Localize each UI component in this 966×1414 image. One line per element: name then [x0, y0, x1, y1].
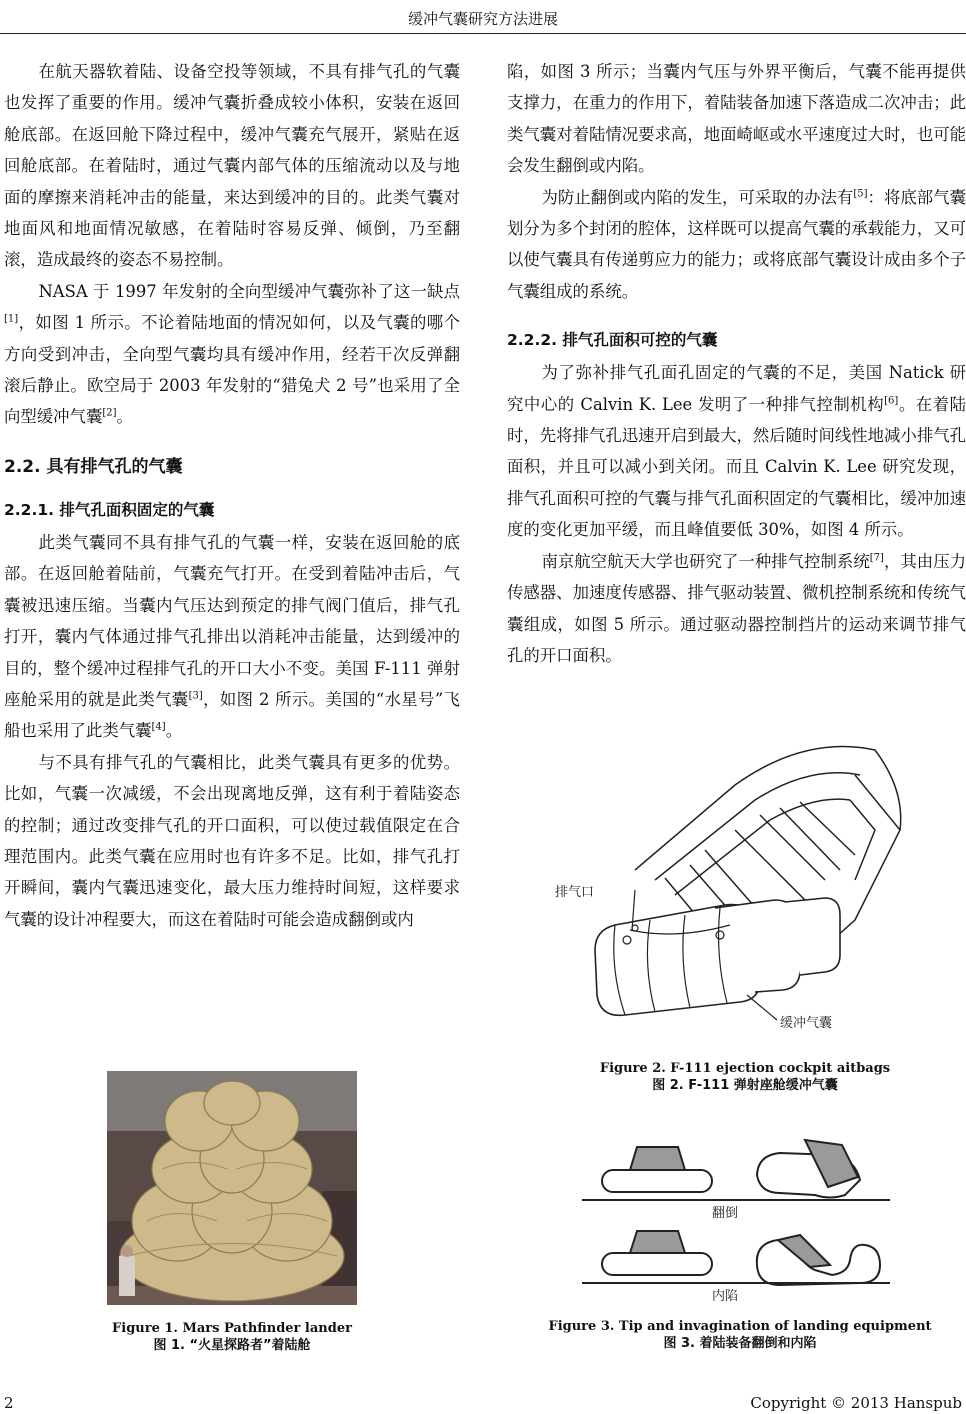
- figure3-caption: [540, 1318, 940, 1352]
- f111-airbag-drawing: [555, 730, 935, 1045]
- airbag-label: 缓冲气囊: [780, 1016, 833, 1031]
- paragraph: NASA 于 1997 年发射的全向型缓冲气囊弥补了这一缺点[1]，如图 1 所示。不论着陆地面的情况如何，以及气囊的哪个方向受到冲击，全向型气囊均具有缓冲作用，经若干次反弹翻滚后静止。欧空局于 2003 年发射的“猎兔犬 2 号”也采用了全向型缓冲气囊[2]。: [4, 281, 460, 427]
- tip-label: 翻倒: [711, 1206, 739, 1221]
- figure3-caption-zh: 图 3. 着陆装备翻倒和内陷: [663, 1336, 817, 1351]
- paragraph: 与不具有排气孔的气囊相比，此类气囊具有更多的优势。比如，气囊一次减缓，不会出现离地反弹，这有利于着陆姿态的控制；通过改变排气孔的开口面积，可以使过载值限定在合理范围内。此类气囊在应用时也有许多不足。比如，排气孔打开瞬间，囊内气囊迅速变化，最大压力维持时间短，这样要求气囊的设计冲程要大，而这在着陆时可能会造成翻倒或内: [4, 752, 460, 929]
- paragraph: 在航天器软着陆、设备空投等领域，不具有排气孔的气囊也发挥了重要的作用。缓冲气囊折叠成较小体积，安装在返回舱底部。在返回舱下降过程中，缓冲气囊充气展开，紧贴在返回舱底部。在着陆时，通过气囊内部气体的压缩流动以及与地面的摩擦来消耗冲击的能量，来达到缓冲的目的。此类气囊对地面风和地面情况敏感，在着陆时容易反弹、倾倒，乃至翻滚，造成最终的姿态不易控制。: [4, 62, 460, 270]
- paragraph: 为了弥补排气孔面孔固定的气囊的不足，美国 Natick 研究中心的 Calvin K. Lee 发明了一种排气控制机构[6]。在着陆时，先将排气孔迅速开启到最大，然后随时间线性地减小排气孔面积，并且可以减小到关闭。而且 Calvin K. Lee 研究发现，排气孔面积可控的气囊与排气孔面积固定的气囊相比，缓冲加速度的变化更加平缓，而且峰值要低 30%，如图 4 所示。: [507, 363, 966, 540]
- section-heading: 2.2. 具有排气孔的气囊: [4, 456, 183, 477]
- running-header: 缓冲气囊研究方法进展: [407, 10, 558, 28]
- figure1-caption-zh: 图 1. “火星探路者”着陆舱: [153, 1338, 311, 1353]
- citation: [5]: [853, 188, 868, 200]
- subsection-heading: 2.2.1. 排气孔面积固定的气囊: [4, 500, 215, 519]
- figure1-caption: [107, 1320, 357, 1354]
- vent-label: 排气口: [555, 885, 595, 900]
- citation: [3]: [188, 690, 203, 702]
- figure3-caption-en: Figure 3. Tip and invagination of landing equipment: [548, 1319, 932, 1334]
- subsection-heading: 2.2.2. 排气孔面积可控的气囊: [507, 331, 718, 350]
- citation: [1]: [4, 313, 19, 325]
- header-rule: [0, 33, 966, 34]
- citation: [2]: [102, 408, 117, 419]
- citation: [6]: [884, 395, 899, 407]
- citation: [7]: [869, 552, 884, 564]
- copyright: Copyright © 2013 Hanspub: [750, 1394, 962, 1412]
- figure1-caption-en: Figure 1. Mars Pathfinder lander: [112, 1321, 352, 1336]
- paragraph: 陷，如图 3 所示；当囊内气压与外界平衡后，气囊不能再提供支撑力，在重力的作用下，着陆装备加速下落造成二次冲击；此类气囊对着陆情况要求高，地面崎岖或水平速度过大时，也可能会发生翻倒或内陷。: [507, 62, 966, 176]
- paragraph: 南京航空航天大学也研究了一种排气控制系统[7]，其由压力传感器、加速度传感器、排气驱动装置、微机控制系统和传统气囊组成，如图 5 所示。通过驱动器控制挡片的运动来调节排气孔的开口面积。: [507, 551, 966, 665]
- figure2-caption-en: Figure 2. F-111 ejection cockpit aitbags: [599, 1061, 891, 1076]
- page-number: 2: [4, 1394, 14, 1412]
- figure2-caption: [555, 1060, 935, 1094]
- invagination-label: 内陷: [711, 1289, 739, 1304]
- paragraph: 此类气囊同不具有排气孔的气囊一样，安装在返回舱的底部。在返回舱着陆前，气囊充气打开。在受到着陆冲击后，气囊被迅速压缩。当囊内气压达到预定的排气阀门值后，排气孔打开，囊内气体通过排气孔排出以消耗冲击能量，达到缓冲的目的，整个缓冲过程排气孔的开口大小不变。美国 F-111 弹射座舱采用的就是此类气囊[3]，如图 2 所示。美国的“水星号”飞船也采用了此类气囊[4]。: [4, 532, 461, 741]
- tip-invagination-diagram: [580, 1125, 900, 1305]
- citation: [4]: [151, 721, 166, 733]
- left-column: [4, 56, 460, 935]
- mars-pathfinder-photo: [107, 1071, 357, 1305]
- figure2-caption-zh: 图 2. F-111 弹射座舱缓冲气囊: [652, 1078, 838, 1093]
- right-column: [507, 56, 966, 671]
- paragraph: 为防止翻倒或内陷的发生，可采取的办法有[5]：将底部气囊划分为多个封闭的腔体，这样既可以提高气囊的承载能力，又可以使气囊具有传递剪应力的能力；或将底部气囊设计成由多个子气囊组成的系统。: [507, 187, 966, 301]
